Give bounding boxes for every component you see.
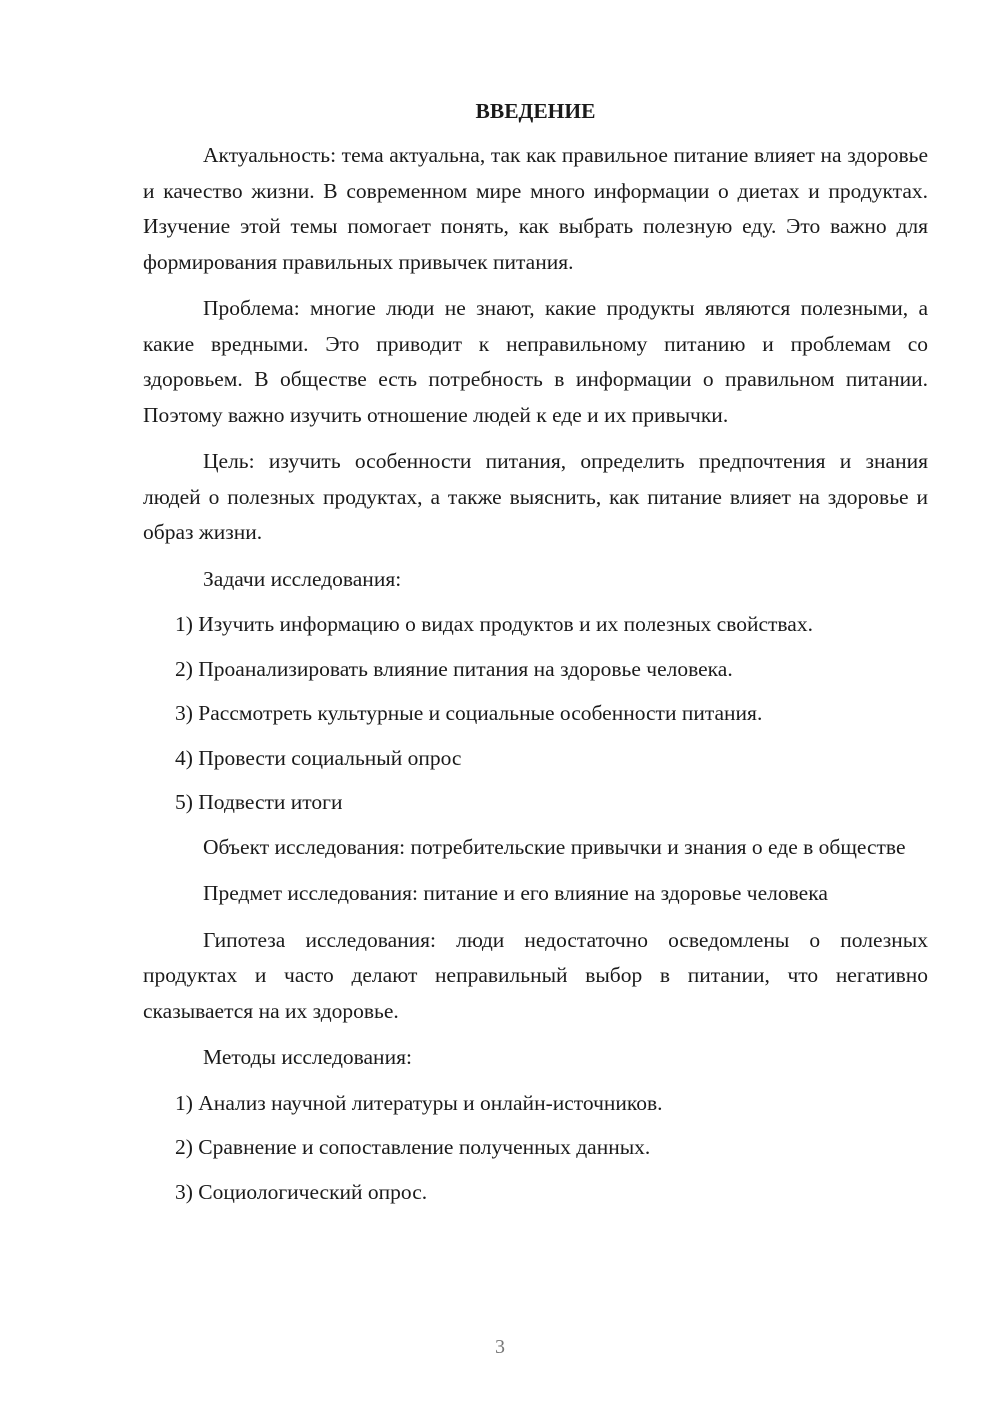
page-title: ВВЕДЕНИЕ [475, 99, 596, 123]
task-item: 3) Рассмотреть культурные и социальные особенности питания. [175, 701, 763, 725]
subject-paragraph: Предмет исследования: питание и его влияние на здоровье человека [203, 881, 828, 905]
task-item: 4) Провести социальный опрос [175, 745, 462, 770]
tasks-heading: Задачи исследования: [203, 566, 402, 591]
task-item: 5) Подвести итоги [175, 790, 343, 814]
page-content [143, 96, 928, 1219]
method-item: 1) Анализ научной литературы и онлайн-источников. [175, 1090, 663, 1115]
task-item: 1) Изучить информацию о видах продуктов и их полезных свойствах. [175, 612, 813, 636]
object-paragraph: Объект исследования: потребительские привычки и знания о еде в обществе [203, 834, 906, 859]
relevance-paragraph: Актуальность: тема актуальна, так как правильное питание влияет на здоровье и качество жизни. В современном мире много информации о диетах и продуктах. Изучение этой темы помогает понять, как выбрать полезную еду. Это важно для формирования правильных привычек питания. [143, 143, 928, 274]
page-number: 3 [495, 1336, 505, 1358]
problem-paragraph: Проблема: многие люди не знают, какие продукты являются полезными, а какие вредными. Это приводит к неправильному питанию и проблемам со здоровьем. В обществе есть потребность в информации о правильном питании. Поэтому важно изучить отношение людей к еде и их привычки. [143, 296, 928, 427]
hypothesis-paragraph: Гипотеза исследования: люди недостаточно осведомлены о полезных продуктах и часто делают неправильный выбор в питании, что негативно сказывается на их здоровье. [143, 927, 928, 1023]
method-item: 2) Сравнение и сопоставление полученных данных. [175, 1135, 651, 1159]
task-item: 2) Проанализировать влияние питания на здоровье человека. [175, 656, 733, 681]
method-item: 3) Социологический опрос. [175, 1179, 428, 1204]
goal-paragraph: Цель: изучить особенности питания, определить предпочтения и знания людей о полезных продуктах, а также выяснить, как питание влияет на здоровье и образ жизни. [143, 449, 928, 544]
methods-heading: Методы исследования: [203, 1045, 412, 1069]
